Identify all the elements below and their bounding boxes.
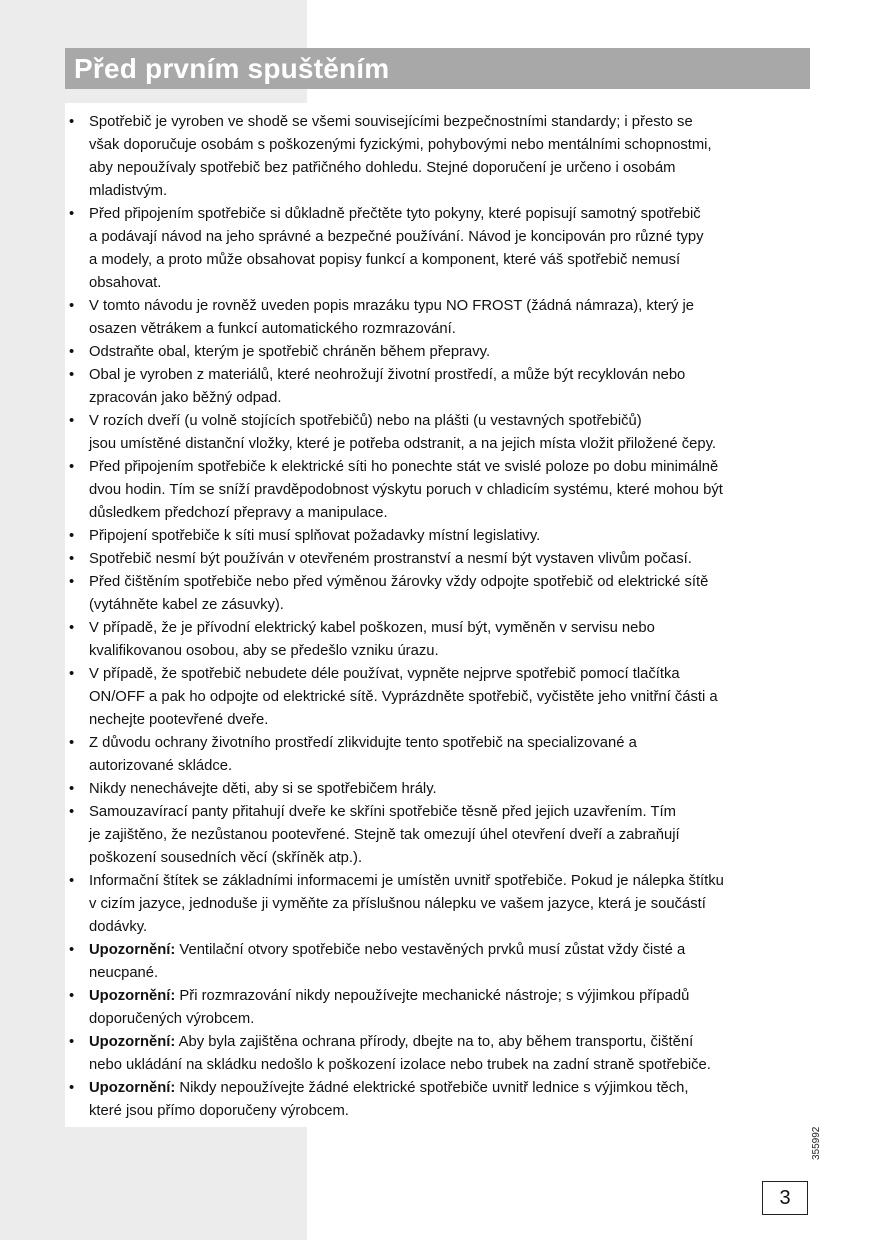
title-bar	[65, 48, 810, 89]
list-item	[66, 203, 810, 295]
list-item-text: Při rozmrazování nikdy nepoužívejte mechanické nástroje; s výjimkou případů doporučených výrobcem.	[89, 988, 690, 1027]
warning-label: Upozornění:	[89, 988, 176, 1004]
list-item-text: Před čištěním spotřebiče nebo před výměnou žárovky vždy odpojte spotřebič od elektrické sítě (vytáhněte kabel ze zásuvky).	[89, 574, 709, 613]
list-item	[66, 295, 810, 341]
list-item	[66, 525, 810, 548]
list-item-text: Nikdy nenechávejte děti, aby si se spotřebičem hrály.	[89, 781, 437, 797]
list-item	[66, 617, 810, 663]
list-item	[66, 778, 810, 801]
list-item	[66, 732, 810, 778]
page-number: 3	[779, 1186, 791, 1209]
list-item-text: Aby byla zajištěna ochrana přírody, dbejte na to, aby během transportu, čištění nebo ukládání na skládku nedošlo k poškození izolace nebo trubek na zadní straně spotřebiče.	[89, 1034, 711, 1073]
page-title: Před prvním spuštěním	[74, 53, 390, 84]
list-item	[66, 410, 810, 456]
instruction-list	[66, 111, 810, 1123]
page-number-box	[762, 1181, 808, 1215]
list-item	[66, 870, 810, 939]
list-item-text: Obal je vyroben z materiálů, které neohrožují životní prostředí, a může být recyklován nebo zpracován jako běžný odpad.	[89, 367, 686, 406]
list-item-text: Spotřebič nesmí být používán v otevřeném prostranství a nesmí být vystaven vlivům počasí.	[89, 551, 692, 567]
list-item	[66, 548, 810, 571]
list-item-text: V tomto návodu je rovněž uveden popis mrazáku typu NO FROST (žádná námraza), který je osazen větrákem a funkcí automatického rozmrazování.	[89, 298, 695, 337]
list-item-text: Samouzavírací panty přitahují dveře ke skříni spotřebiče těsně před jejich uzavřením. Tím je zajištěno, že nezůstanou pootevřené. Stejně tak omezují úhel otevření dveří a zabraňují poškození sousedních věcí (skříněk atp.).	[89, 804, 680, 866]
list-item-text: Z důvodu ochrany životního prostředí zlikvidujte tento spotřebič na specializované a autorizované skládce.	[89, 735, 637, 774]
warning-label: Upozornění:	[89, 942, 176, 958]
list-item-text: Ventilační otvory spotřebiče nebo vestavěných prvků musí zůstat vždy čisté a neucpané.	[89, 942, 686, 981]
list-item-text: V případě, že je přívodní elektrický kabel poškozen, musí být, vyměněn v servisu nebo kvalifikovanou osobou, aby se předešlo vzniku úrazu.	[89, 620, 655, 659]
list-item	[66, 111, 810, 203]
list-item-text: Informační štítek se základními informacemi je umístěn uvnitř spotřebiče. Pokud je nálepka štítku v cizím jazyce, jednoduše ji vyměňte za příslušnou nálepku ve vašem jazyce, která je součástí dodávky.	[89, 873, 724, 935]
list-item	[66, 364, 810, 410]
list-item-text: Před připojením spotřebiče si důkladně přečtěte tyto pokyny, které popisují samotný spotřebič a podávají návod na jeho správné a bezpečné používání. Návod je koncipován pro různé typy a modely, a proto může obsahovat popisy funkcí a komponent, které váš spotřebič nemusí obsahovat.	[89, 206, 704, 291]
list-item	[66, 341, 810, 364]
list-item-text: Před připojením spotřebiče k elektrické síti ho ponechte stát ve svislé poloze po dobu minimálně dvou hodin. Tím se sníží pravděpodobnost výskytu poruch v chladicím systému, které mohou být důsledkem předchozí přepravy a manipulace.	[89, 459, 723, 521]
list-item-text: V případě, že spotřebič nebudete déle používat, vypněte nejprve spotřebič pomocí tlačítka ON/OFF a pak ho odpojte od elektrické sítě. Vyprázdněte spotřebič, vyčistěte jeho vnitřní části a nechejte pootevřené dveře.	[89, 666, 718, 728]
list-item	[66, 456, 810, 525]
list-item	[66, 1031, 810, 1077]
list-item-text: Spotřebič je vyroben ve shodě se všemi souvisejícími bezpečnostními standardy; i přesto se však doporučuje osobám s poškozenými fyzickými, pohybovými nebo mentálními schopnostmi, aby nepoužívaly spotřebič bez patřičného dohledu. Stejné doporučení je určeno i osobám mladistvým.	[89, 114, 712, 199]
warning-label: Upozornění:	[89, 1080, 176, 1096]
list-item	[66, 985, 810, 1031]
list-item	[66, 663, 810, 732]
list-item	[66, 571, 810, 617]
list-item-text: Připojení spotřebiče k síti musí splňovat požadavky místní legislativy.	[89, 528, 541, 544]
list-item-text: Nikdy nepoužívejte žádné elektrické spotřebiče uvnitř lednice s výjimkou těch, které jsou přímo doporučeny výrobcem.	[89, 1080, 689, 1119]
list-item-text: V rozích dveří (u volně stojících spotřebičů) nebo na plášti (u vestavných spotřebičů) jsou umístěné distanční vložky, které je potřeba odstranit, a na jejich místa vložit přiložené čepy.	[89, 413, 716, 452]
document-code: 355992	[811, 1126, 822, 1160]
list-item	[66, 1077, 810, 1123]
list-item-text: Odstraňte obal, kterým je spotřebič chráněn během přepravy.	[89, 344, 491, 360]
warning-label: Upozornění:	[89, 1034, 176, 1050]
list-item	[66, 939, 810, 985]
list-item	[66, 801, 810, 870]
